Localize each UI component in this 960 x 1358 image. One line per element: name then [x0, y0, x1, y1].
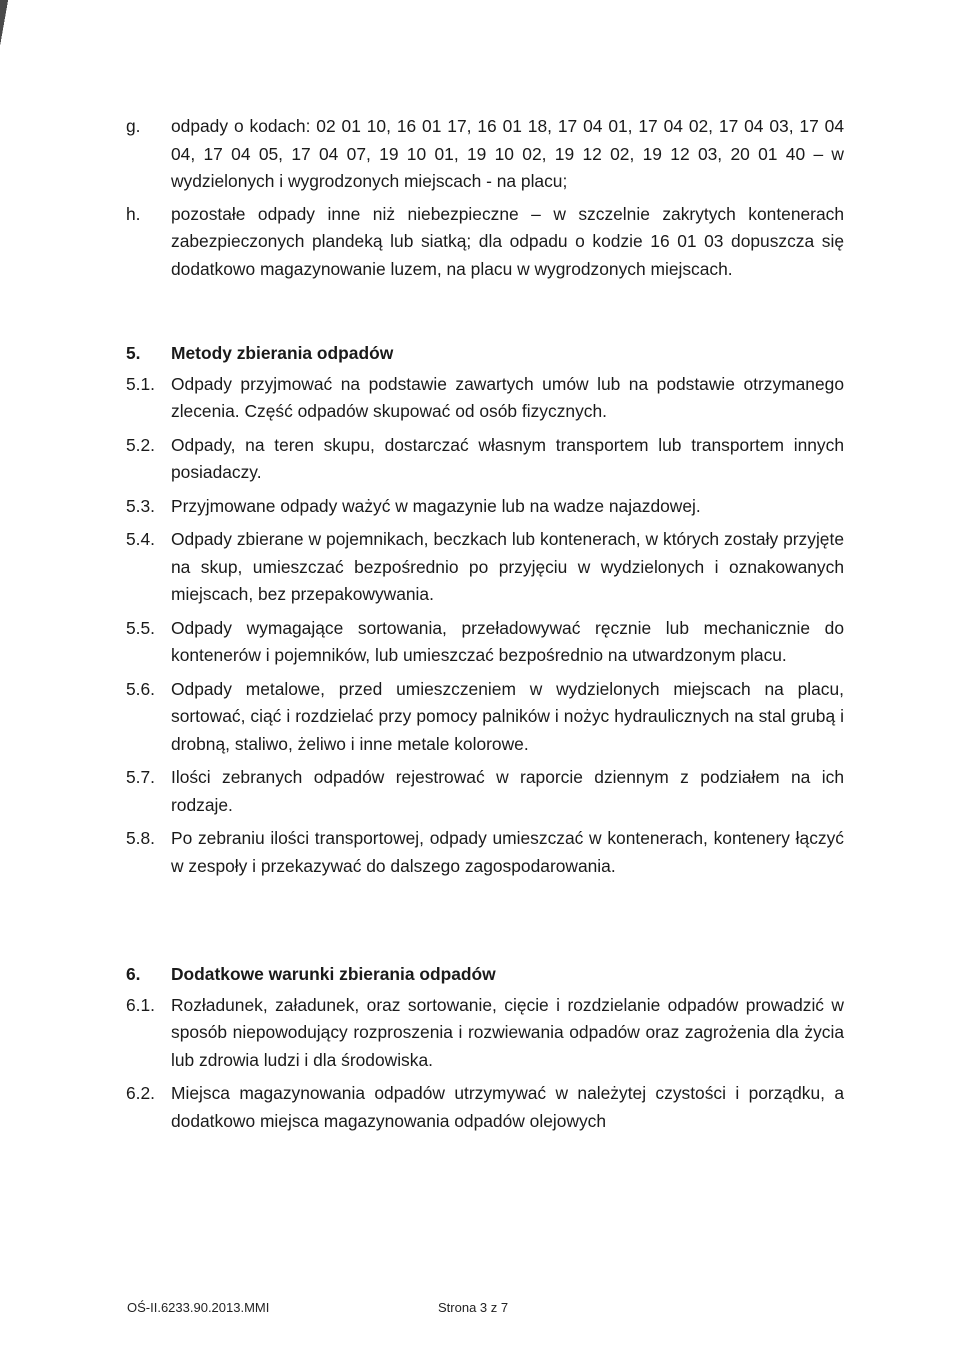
list-item-label: g.	[126, 116, 141, 136]
item-number: 6.1.	[126, 994, 156, 1015]
item-text: Odpady przyjmować na podstawie zawartych umów lub na podstawie otrzymanego zlecenia. Część odpadów skupować od osób fizycznych.	[171, 373, 844, 421]
section-6-heading	[126, 961, 844, 989]
item-number: 5.2.	[126, 434, 156, 455]
section-6-items	[126, 992, 844, 1136]
section5-item	[126, 825, 844, 880]
item-number: 5.4.	[126, 529, 156, 549]
item-text: Rozładunek, załadunek, oraz sortowanie, cięcie i rozdzielanie odpadów prowadzić w sposób niepowodujący rozproszenia i rozwiewania odpadów oraz zagrożenia dla życia lub zdrowia ludzi i dla środowiska.	[171, 994, 844, 1070]
list-item-label: h.	[126, 203, 141, 224]
item-text: Miejsca magazynowania odpadów utrzymywać w należytej czystości i porządku, a dodatkowo miejsca magazynowania odpadów olejowych	[171, 1083, 844, 1131]
section5-item	[126, 615, 844, 670]
item-number: 5.7.	[126, 767, 156, 787]
item-text: Odpady metalowe, przed umieszczeniem w wydzielonych miejscach na placu, sortować, ciąć i rozdzielać przy pomocy palników i nożyc hydraulicznych na stal grubą i drobną, staliwo, żeliwo i inne metale kolorowe.	[171, 678, 844, 754]
item-number: 5.8.	[126, 828, 156, 848]
section-number: 6.	[126, 964, 141, 984]
item-number: 5.3.	[126, 495, 156, 516]
list-item-g	[126, 113, 844, 196]
list-item-h	[126, 201, 844, 284]
section6-item	[126, 992, 844, 1075]
item-text: Przyjmowane odpady ważyć w magazynie lub na wadze najazdowej.	[171, 495, 701, 516]
section5-item	[126, 371, 844, 426]
section-title: Metody zbierania odpadów	[171, 343, 394, 363]
section6-item	[126, 1080, 844, 1135]
section-title: Dodatkowe warunki zbierania odpadów	[171, 964, 496, 984]
footer-page-number: Strona 3 z 7	[438, 1300, 509, 1315]
section-5-heading	[126, 340, 844, 368]
section5-item	[126, 432, 844, 487]
section-number: 5.	[126, 343, 141, 363]
item-text: Po zebraniu ilości transportowej, odpady umieszczać w kontenerach, kontenery łączyć w zespoły i przekazywać do dalszego zagospodarowania.	[171, 828, 844, 876]
section-5-items	[126, 371, 844, 881]
footer-reference: OŚ-II.6233.90.2013.MMI	[127, 1300, 270, 1315]
item-text: Odpady wymagające sortowania, przeładowywać ręcznie lub mechanicznie do kontenerów i pojemników, lub umieszczać bezpośrednio na utwardzonym placu.	[171, 617, 844, 665]
section5-item	[126, 526, 844, 609]
list-item-text: odpady o kodach: 02 01 10, 16 01 17, 16 01 18, 17 04 01, 17 04 02, 17 04 03, 17 04 04, 17 04 05, 17 04 07, 19 10 01, 19 10 02, 19 12 02, 19 12 03, 20 01 40 – w wydzielonych i wygrodzonych miejscach - na placu;	[171, 116, 844, 191]
section5-item	[126, 764, 844, 819]
list-item-text: pozostałe odpady inne niż niebezpieczne – w szczelnie zakrytych kontenerach zabezpieczonych plandeką lub siatką; dla odpadu o kodzie 16 01 03 dopuszcza się dodatkowo magazynowanie luzem, na placu w wygrodzonych miejscach.	[171, 203, 844, 279]
item-text: Ilości zebranych odpadów rejestrować w raporcie dziennym z podziałem na ich rodzaje.	[171, 767, 844, 815]
document-body	[126, 113, 844, 1141]
item-number: 5.1.	[126, 373, 156, 394]
item-text: Odpady, na teren skupu, dostarczać własnym transportem lub transportem innych posiadaczy.	[171, 434, 844, 482]
item-text: Odpady zbierane w pojemnikach, beczkach lub kontenerach, w których zostały przyjęte na skup, umieszczać bezpośrednio po przyjęciu w wydzielonych i oznakowanych miejscach, bez przepakowywania.	[171, 529, 844, 604]
section5-item	[126, 676, 844, 759]
scan-edge-mark	[0, 0, 60, 180]
section5-item	[126, 493, 844, 521]
item-number: 5.5.	[126, 617, 156, 638]
item-number: 5.6.	[126, 678, 156, 699]
item-number: 6.2.	[126, 1083, 156, 1103]
